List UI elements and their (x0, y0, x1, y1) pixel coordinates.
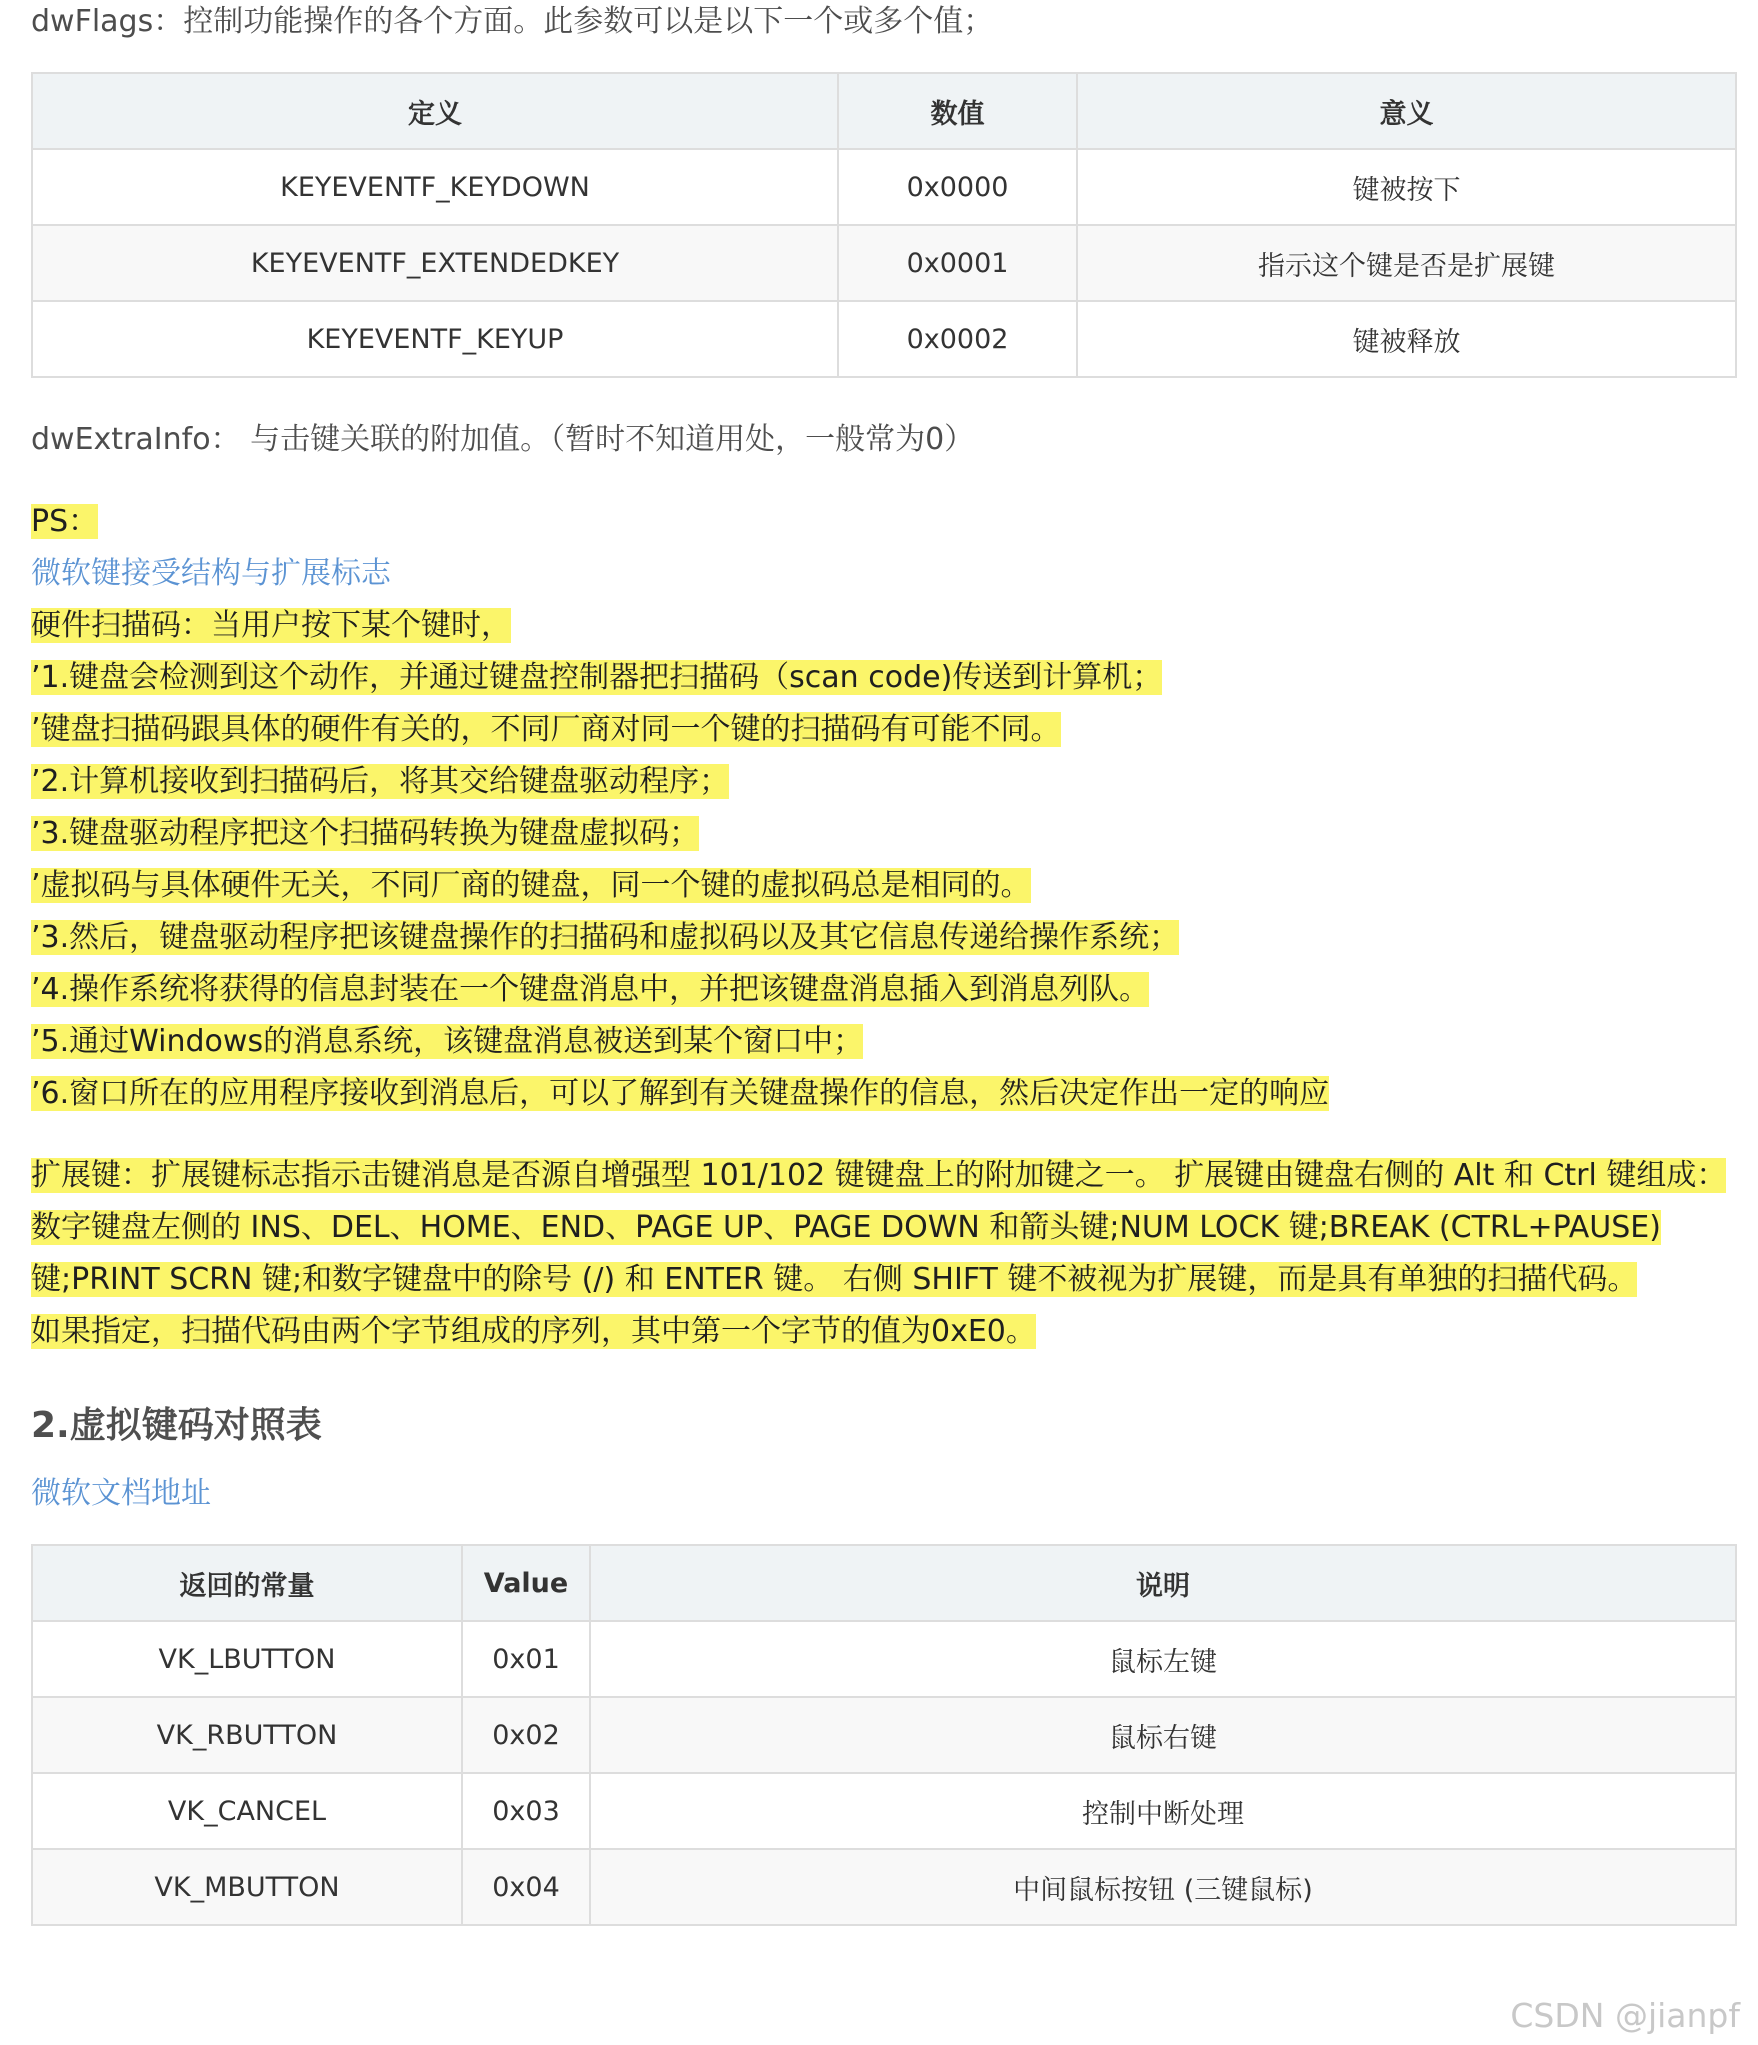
ps-line (31, 808, 1735, 860)
extended-key-section (31, 1150, 1735, 1358)
table-header-cell: 说明 (590, 1545, 1736, 1621)
table-header-cell: 定义 (32, 73, 838, 149)
table-cell: 0x0002 (838, 301, 1077, 377)
virtual-key-table (31, 1544, 1737, 1926)
table-cell: VK_MBUTTON (32, 1849, 462, 1925)
table-row (32, 1697, 1736, 1773)
table-cell: KEYEVENTF_KEYDOWN (32, 149, 838, 225)
table-cell: 鼠标左键 (590, 1621, 1736, 1697)
csdn-watermark: CSDN @jianpf (1510, 1996, 1740, 2035)
ps-line-text: ’4.操作系统将获得的信息封装在一个键盘消息中，并把该键盘消息插入到消息列队。 (31, 972, 1150, 1007)
ps-line-text: ’5.通过Windows的消息系统，该键盘消息被送到某个窗口中； (31, 1024, 864, 1059)
table-cell: 控制中断处理 (590, 1773, 1736, 1849)
ps-line (31, 1068, 1735, 1120)
ps-line (31, 600, 1735, 652)
flags-table-header-row (32, 73, 1736, 149)
ps-line (31, 1016, 1735, 1068)
ps-label: PS： (31, 504, 99, 539)
table-cell: 键被释放 (1077, 301, 1736, 377)
ps-line-text: 硬件扫描码：当用户按下某个键时， (31, 608, 511, 643)
table-row (32, 225, 1736, 301)
table-cell: 0x04 (462, 1849, 590, 1925)
section-heading: 2.虚拟键码对照表 (31, 1405, 322, 1446)
ps-section (31, 496, 1735, 1120)
table-cell: 0x01 (462, 1621, 590, 1697)
ps-line (31, 704, 1735, 756)
keyboard-input-structure-link[interactable]: 微软键接受结构与扩展标志 (31, 556, 391, 591)
table-row (32, 149, 1736, 225)
table-cell: VK_RBUTTON (32, 1697, 462, 1773)
ps-line-text: ’3.键盘驱动程序把这个扫描码转换为键盘虚拟码； (31, 816, 700, 851)
table-cell: 中间鼠标按钮 (三键鼠标) (590, 1849, 1736, 1925)
ps-line (31, 652, 1735, 704)
extended-key-second-line (31, 1306, 1735, 1358)
table-cell: VK_CANCEL (32, 1773, 462, 1849)
ps-line-text: ’2.计算机接收到扫描码后，将其交给键盘驱动程序； (31, 764, 730, 799)
vk-table-header-row (32, 1545, 1736, 1621)
table-header-cell: Value (462, 1545, 590, 1621)
table-row (32, 1773, 1736, 1849)
ps-line (31, 756, 1735, 808)
ps-link-line (31, 548, 1735, 600)
table-cell: 0x02 (462, 1697, 590, 1773)
table-cell: 指示这个键是否是扩展键 (1077, 225, 1736, 301)
ps-label-line (31, 496, 1735, 548)
extended-key-paragraph (31, 1150, 1735, 1306)
table-cell: VK_LBUTTON (32, 1621, 462, 1697)
table-cell: 键被按下 (1077, 149, 1736, 225)
table-header-cell: 意义 (1077, 73, 1736, 149)
extended-key-text: 扩展键：扩展键标志指示击键消息是否源自增强型 101/102 键键盘上的附加键之一。 扩展键由键盘右侧的 Alt 和 Ctrl 键组成：数字键盘左侧的 INS、DEL、HOME、END、PAGE UP、PAGE DOWN 和箭头键;NUM LOCK 键;BREAK (CTRL+PAUSE) 键;PRINT SCRN 键;和数字键盘中的除号 (/) 和 ENTER 键。 右侧 SHIFT 键不被视为扩展键，而是具有单独的扫描代码。 (31, 1158, 1727, 1297)
table-cell: KEYEVENTF_KEYUP (32, 301, 838, 377)
flags-table (31, 72, 1737, 378)
table-header-cell: 数值 (838, 73, 1077, 149)
table-cell: 0x03 (462, 1773, 590, 1849)
ps-line-text: ’3.然后，键盘驱动程序把该键盘操作的扫描码和虚拟码以及其它信息传递给操作系统； (31, 920, 1180, 955)
table-cell: 鼠标右键 (590, 1697, 1736, 1773)
ps-line-text: ’虚拟码与具体硬件无关，不同厂商的键盘，同一个键的虚拟码总是相同的。 (31, 868, 1031, 903)
table-row (32, 301, 1736, 377)
table-cell: 0x0000 (838, 149, 1077, 225)
ms-docs-link-line (31, 1468, 1735, 1520)
ps-line (31, 912, 1735, 964)
table-header-cell: 返回的常量 (32, 1545, 462, 1621)
table-cell: 0x0001 (838, 225, 1077, 301)
ps-line-text: ’6.窗口所在的应用程序接收到消息后，可以了解到有关键盘操作的信息，然后决定作出一定的响应 (31, 1076, 1330, 1111)
table-row (32, 1621, 1736, 1697)
dwflags-description: dwFlags：控制功能操作的各个方面。此参数可以是以下一个或多个值； (31, 4, 994, 39)
dwextrainfo-description: dwExtraInfo： 与击键关联的附加值。（暂时不知道用处，一般常为0） (31, 422, 975, 457)
ps-line (31, 964, 1735, 1016)
extended-key-second-text: 如果指定，扫描代码由两个字节组成的序列，其中第一个字节的值为0xE0。 (31, 1314, 1036, 1349)
table-row (32, 1849, 1736, 1925)
article-content (31, 0, 1735, 1926)
ms-docs-link[interactable]: 微软文档地址 (31, 1476, 211, 1511)
table-cell: KEYEVENTF_EXTENDEDKEY (32, 225, 838, 301)
ps-line (31, 860, 1735, 912)
ps-line-text: ’1.键盘会检测到这个动作，并通过键盘控制器把扫描码（scan code)传送到计算机； (31, 660, 1163, 695)
ps-line-text: ’键盘扫描码跟具体的硬件有关的，不同厂商对同一个键的扫描码有可能不同。 (31, 712, 1061, 747)
